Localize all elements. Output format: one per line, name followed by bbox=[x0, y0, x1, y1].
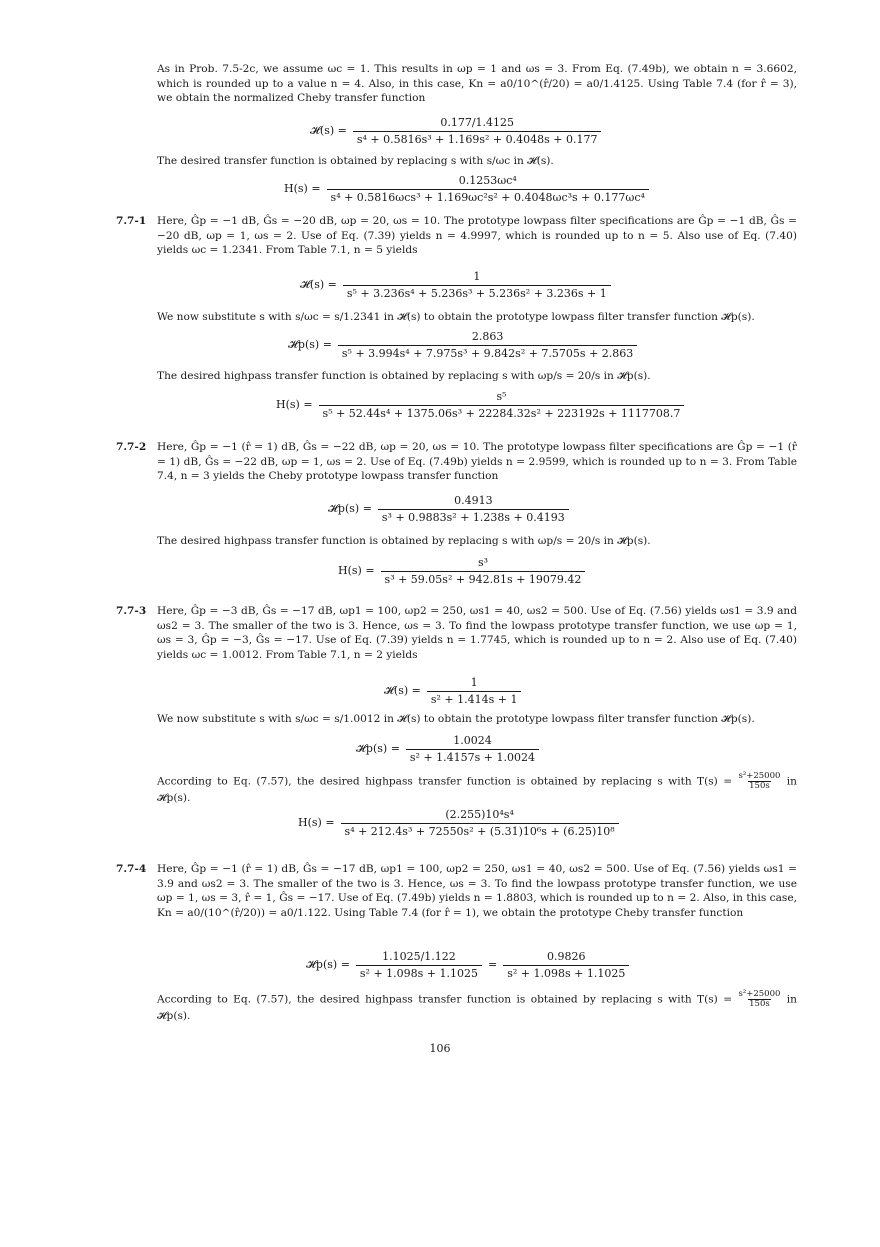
paragraph-substitute: We now substitute s with s/ωc = s/1.2341 in 𝓗(s) to obtain the prototype lowpass filter transfer function 𝓗p(s). bbox=[157, 311, 755, 323]
page-number: 106 bbox=[429, 1042, 451, 1055]
equation-prototype-lowpass: 𝓗(s) = $\frac{1}{\text{s⁵ + 3.236s⁴ + 5.236s³ + 5.236s² + 3.236s + 1}}$ bbox=[300, 270, 611, 301]
intro-paragraph-2: The desired transfer function is obtained by replacing s with s/ωc in 𝓗(s). bbox=[157, 155, 554, 167]
equation-highpass: H(s) = $\frac{\text{(2.255)10⁴s⁴}}{\text{s⁴ + 212.4s³ + 72550s² + (5.31)10⁶s + (6.25)10⁸}}$ bbox=[298, 808, 619, 839]
equation-highpass: H(s) = $\frac{\text{s⁵}}{\text{s⁵ + 52.44s⁴ + 1375.06s³ + 22284.32s² + 223192s + 1117708.7}}$ bbox=[276, 390, 684, 421]
problem-number: 7.7-2 bbox=[116, 441, 147, 453]
problem-number: 7.7-4 bbox=[116, 863, 147, 875]
paragraph-transform: According to Eq. (7.57), the desired highpass transfer function is obtained by replacing s with T(s) = $\frac{\text{s²+25000}}{150s}$ in 𝓗p(s). bbox=[157, 771, 798, 804]
problem-7-7-1 bbox=[116, 214, 797, 258]
paragraph-highpass: The desired highpass transfer function is obtained by replacing s with ωp/s = 20/s in 𝓗p(s). bbox=[157, 370, 651, 382]
problem-7-7-2 bbox=[116, 440, 797, 484]
paragraph-substitute: We now substitute s with s/ωc = s/1.0012 in 𝓗(s) to obtain the prototype lowpass filter transfer function 𝓗p(s). bbox=[157, 713, 755, 725]
problem-text: Here, Ĝp = −1 (r̂ = 1) dB, Ĝs = −17 dB, ωp1 = 100, ωp2 = 250, ωs1 = 40, ωs2 = 500. Use of Eq. (7.56) yields ωs1 = 3.9 and ωs2 = 3. The smaller of the two is 3. Hence, ωs = 3. To find the lowpass prototype transfer function, we use ωp = 1, ωs = 3, r̂ = 1, Ĝs = −17. Use of Eq. (7.49b) yields n = 1.8803, which is rounded up to n = 2. Also, in this case, Kn = a0/(10^(r̂/20)) = a0/1.122. Using Table 7.4 (for r̂ = 1), we obtain the prototype Cheby transfer function bbox=[157, 863, 797, 919]
intro-paragraph: As in Prob. 7.5-2c, we assume ωc = 1. This results in ωp = 1 and ωs = 3. From Eq. (7.49b), we obtain n = 3.6602, which is rounded up to a value n = 4. Also, in this case, Kn = a0/10^(r̂/20) = a0/1.4125. Using Table 7.4 (for r̂ = 3), we obtain the normalized Cheby transfer function bbox=[157, 63, 797, 105]
paragraph-transform: According to Eq. (7.57), the desired highpass transfer function is obtained by replacing s with T(s) = $\frac{\text{s²+25000}}{150s}$ in 𝓗p(s). bbox=[157, 989, 798, 1022]
problem-text: Here, Ĝp = −1 (r̂ = 1) dB, Ĝs = −22 dB, ωp = 20, ωs = 10. The prototype lowpass filter specifications are Ĝp = −1 (r̂ = 1) dB, Ĝs = −22 dB, ωp = 1, ωs = 2. Use of Eq. (7.49b) yields n = 2.9599, which is rounded up to n = 3. From Table 7.4, n = 3 yields the Cheby prototype lowpass transfer function bbox=[157, 441, 797, 483]
problem-text: Here, Ĝp = −1 dB, Ĝs = −20 dB, ωp = 20, ωs = 10. The prototype lowpass filter specifications are Ĝp = −1 dB, Ĝs = −20 dB, ωp = 1, ωs = 2. Use of Eq. (7.39) yields n = 4.9997, which is rounded up to n = 5. Also use of Eq. (7.40) yields ωc = 1.2341. From Table 7.1, n = 5 yields bbox=[157, 215, 797, 257]
equation-highpass: H(s) = $\frac{\text{s³}}{\text{s³ + 59.05s² + 942.81s + 19079.42}}$ bbox=[338, 556, 585, 587]
equation-hp-lowpass: 𝓗p(s) = $\frac{1.0024}{\text{s² + 1.4157s + 1.0024}}$ bbox=[356, 734, 539, 765]
problem-text: Here, Ĝp = −3 dB, Ĝs = −17 dB, ωp1 = 100, ωp2 = 250, ωs1 = 40, ωs2 = 500. Use of Eq. (7.56) yields ωs1 = 3.9 and ωs2 = 3. The smaller of the two is 3. Hence, ωs = 3. To find the lowpass prototype transfer function, we use ωp = 1, ωs = 3, Ĝp = −3, Ĝs = −17. Use of Eq. (7.39) yields n = 1.7745, which is rounded up to n = 2. Also use of Eq. (7.40) yields ωc = 1.0012. From Table 7.1, n = 2 yields bbox=[157, 605, 797, 661]
transform-fraction: $\frac{\text{s²+25000}}{150s}$ bbox=[738, 989, 781, 1009]
problem-number: 7.7-1 bbox=[116, 215, 147, 227]
equation-cheby-prototype: 𝓗p(s) = $\frac{1.1025/1.122}{\text{s² + 1.098s + 1.1025}}$ = $\frac{0.9826}{\text{s² + 1.098s + 1.1025}}$ bbox=[306, 950, 629, 981]
intro-equation-desired: H(s) = $\frac{\text{0.1253ωc⁴}}{\text{s⁴ + 0.5816ωcs³ + 1.169ωc²s² + 0.4048ωc³s + 0.177ωc⁴}}$ bbox=[284, 174, 649, 205]
problem-number: 7.7-3 bbox=[116, 605, 147, 617]
transform-fraction: $\frac{\text{s²+25000}}{150s}$ bbox=[738, 771, 781, 791]
equation-prototype-lowpass: 𝓗(s) = $\frac{1}{\text{s² + 1.414s + 1}}$ bbox=[384, 676, 521, 707]
problem-7-7-4 bbox=[116, 862, 797, 920]
problem-7-7-3 bbox=[116, 604, 797, 662]
equation-hp-lowpass: 𝓗p(s) = $\frac{2.863}{\text{s⁵ + 3.994s⁴ + 7.975s³ + 9.842s² + 7.5705s + 2.863}}$ bbox=[288, 330, 637, 361]
intro-equation-normalized-cheby: 𝓗(s) = $\frac{0.177/1.4125}{\text{s⁴ + 0.5816s³ + 1.169s² + 0.4048s + 0.177}}$ bbox=[310, 116, 601, 147]
paragraph-highpass: The desired highpass transfer function is obtained by replacing s with ωp/s = 20/s in 𝓗p(s). bbox=[157, 535, 651, 547]
equation-cheby-prototype: 𝓗p(s) = $\frac{0.4913}{\text{s³ + 0.9883s² + 1.238s + 0.4193}}$ bbox=[328, 494, 569, 525]
